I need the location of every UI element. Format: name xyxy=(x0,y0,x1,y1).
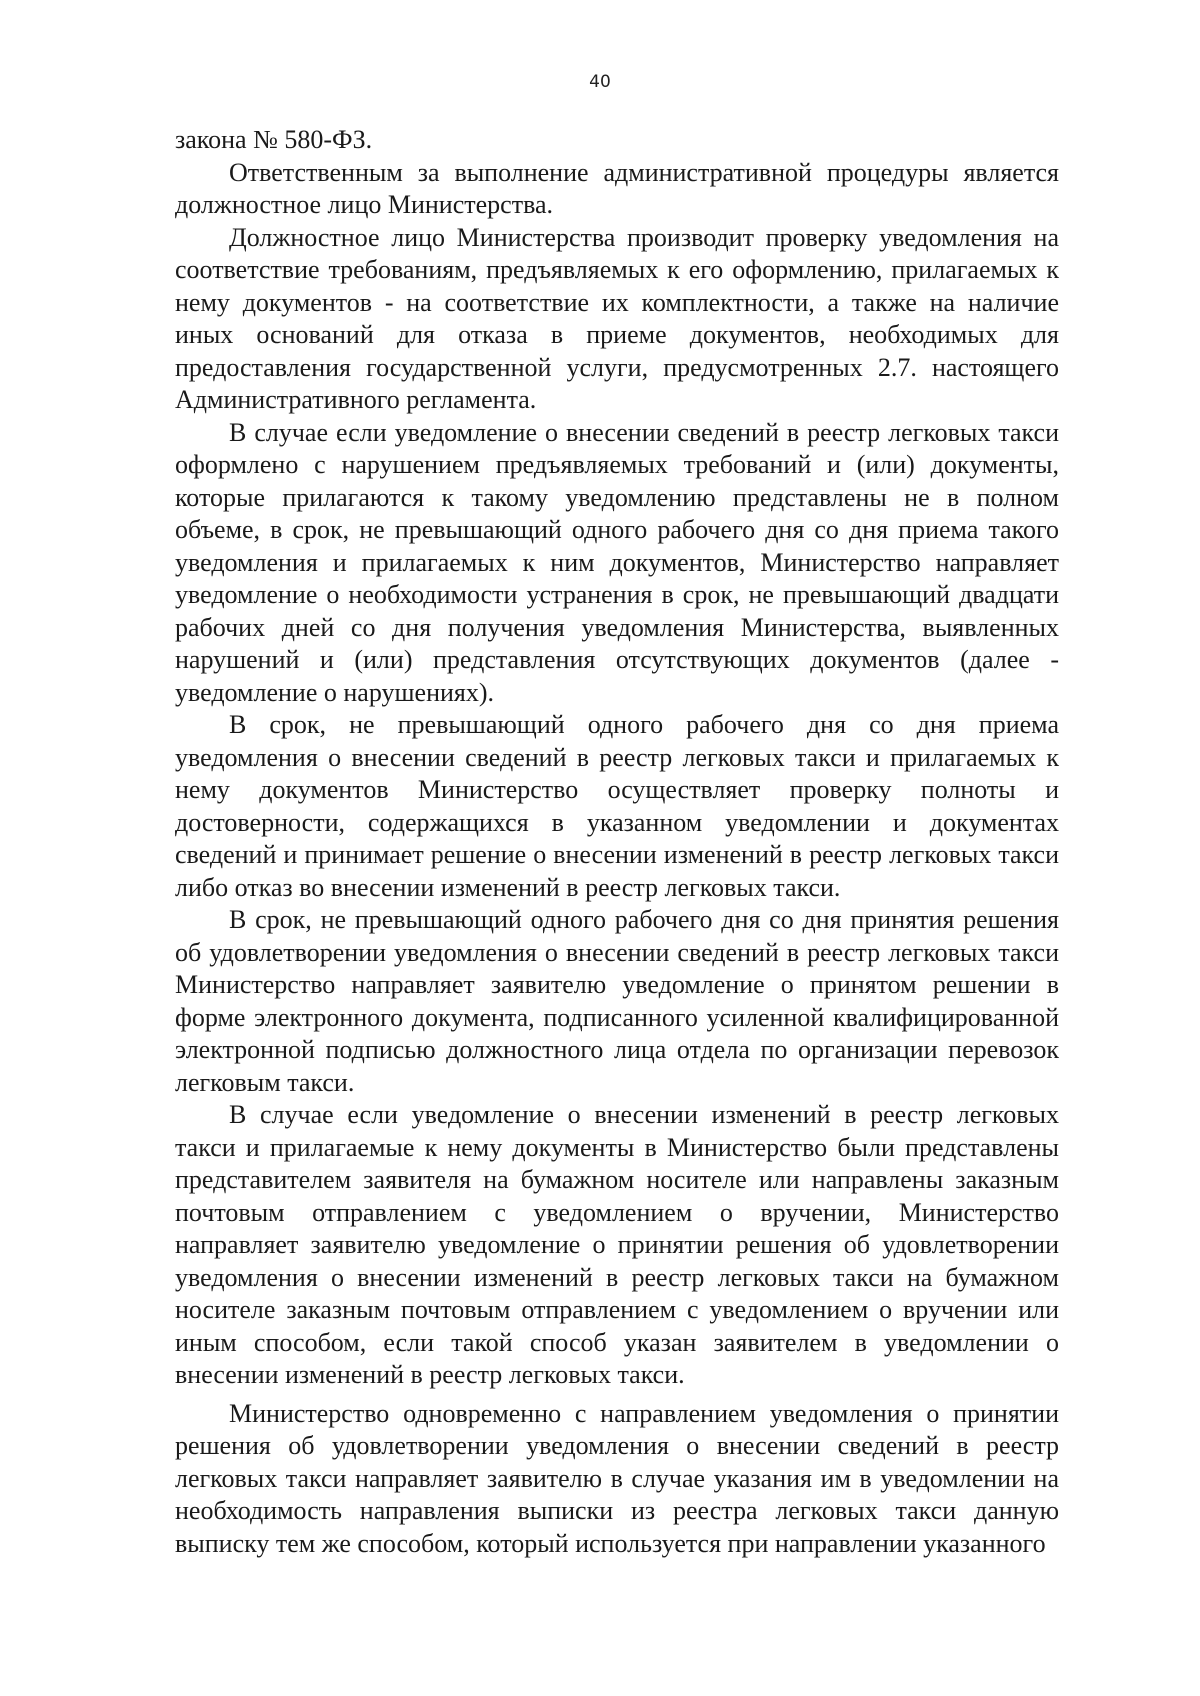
paragraph-verification: Должностное лицо Министерства производит проверку уведомления на соответствие требованиям, предъявляемых к его оформлению, прилагаемых к нему документов - на соответствие их комплектности, а также на наличие иных оснований для отказа в приеме документов, необходимых для предоставления государственной услуги, предусмотренных 2.7. настоящего Административного регламента. xyxy=(175,222,1059,414)
paragraph-responsible-official: Ответственным за выполнение административной процедуры является должностное лицо Министерства. xyxy=(175,157,1059,219)
document-body xyxy=(175,124,1059,1560)
page-number: 40 xyxy=(589,72,611,92)
paragraph-violations: В случае если уведомление о внесении сведений в реестр легковых такси оформлено с нарушением предъявляемых требований и (или) документы, которые прилагаются к такому уведомлению представлены не в полном объеме, в срок, не превышающий одного рабочего дня со дня приема такого уведомления и прилагаемых к ним документов, Министерство направляет уведомление о необходимости устранения в срок, не превышающий двадцати рабочих дней со дня получения уведомления Министерства, выявленных нарушений и (или) представления отсутствующих документов (далее - уведомление о нарушениях). xyxy=(175,417,1059,707)
paragraph-completeness-check: В срок, не превышающий одного рабочего дня со дня приема уведомления о внесении сведений в реестр легковых такси и прилагаемых к нему документов Министерство осуществляет проверку полноты и достоверности, содержащихся в указанном уведомлении и документах сведений и принимает решение о внесении изменений в реестр легковых такси либо отказ во внесении изменений в реестр легковых такси. xyxy=(175,710,1059,902)
paragraph-law-reference: закона № 580-ФЗ. xyxy=(175,125,373,154)
paragraph-registry-extract: Министерство одновременно с направлением уведомления о принятии решения об удовлетворении уведомления о внесении сведений в реестр легковых такси направляет заявителю в случае указания им в уведомлении на необходимость направления выписки из реестра легковых такси данную выписку тем же способом, который используется при направлении указанного xyxy=(175,1398,1059,1558)
paragraph-electronic-notice: В срок, не превышающий одного рабочего дня со дня принятия решения об удовлетворении уведомления о внесении сведений в реестр легковых такси Министерство направляет заявителю уведомление о принятом решении в форме электронного документа, подписанного усиленной квалифицированной электронной подписью должностного лица отдела по организации перевозок легковым такси. xyxy=(175,905,1059,1097)
paragraph-paper-notice: В случае если уведомление о внесении изменений в реестр легковых такси и прилагаемые к нему документы в Министерство были представлены представителем заявителя на бумажном носителе или направлены заказным почтовым отправлением с уведомлением о вручении, Министерство направляет заявителю уведомление о принятии решения об удовлетворении уведомления о внесении изменений в реестр легковых такси на бумажном носителе заказным почтовым отправлением с уведомлением о вручении или иным способом, если такой способ указан заявителем в уведомлении о внесении изменений в реестр легковых такси. xyxy=(175,1100,1059,1389)
